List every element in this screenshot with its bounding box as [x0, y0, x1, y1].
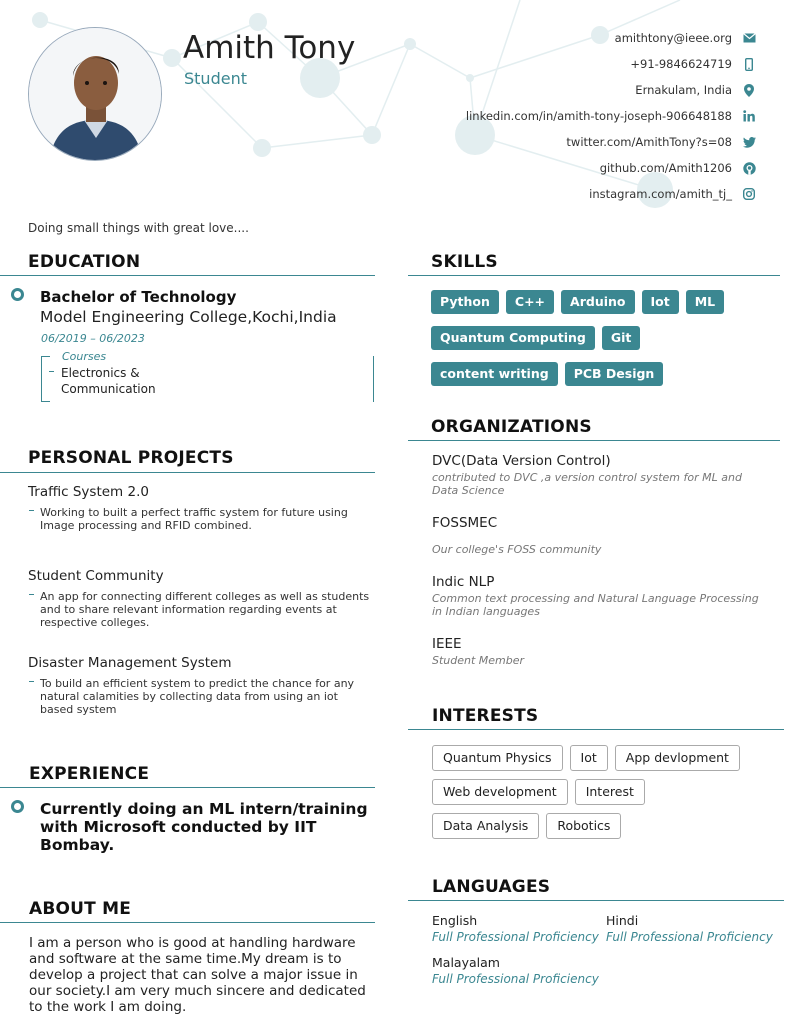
- about-heading: ABOUT ME: [29, 899, 132, 919]
- interest-tag: Data Analysis: [432, 813, 539, 839]
- language-name: English: [432, 913, 478, 928]
- organization-name: FOSSMEC: [432, 515, 498, 531]
- organizations-divider: [408, 440, 780, 441]
- school-name: Model Engineering College,Kochi,India: [40, 308, 337, 326]
- project-dash: [29, 594, 34, 595]
- avatar: [28, 27, 162, 161]
- envelope-icon: [742, 31, 756, 45]
- project-desc: To build an efficient system to predict the chance for any natural calamities by collecting data from using an iot based system: [40, 677, 355, 716]
- skill-tag: Iot: [642, 290, 679, 314]
- contact-location-text: Ernakulam, India: [635, 83, 732, 97]
- experience-divider: [0, 787, 375, 788]
- courses-title: Courses: [62, 350, 107, 363]
- contact-github-text[interactable]: github.com/Amith1206: [599, 161, 732, 175]
- contact-twitter[interactable]: [336, 129, 756, 155]
- interests-heading: INTERESTS: [432, 706, 539, 726]
- project-dash: [29, 681, 34, 682]
- language-name: Hindi: [606, 913, 639, 928]
- education-heading: EDUCATION: [28, 252, 141, 272]
- skill-tag: ML: [686, 290, 724, 314]
- project-desc: Working to built a perfect traffic system for future using Image processing and RFID combined.: [40, 506, 348, 532]
- organization-name: DVC(Data Version Control): [432, 453, 611, 469]
- interest-tag: Web development: [432, 779, 568, 805]
- organization-name: IEEE: [432, 636, 462, 652]
- organization-name: Indic NLP: [432, 574, 495, 590]
- skill-tag: Arduino: [561, 290, 634, 314]
- organization-desc: Common text processing and Natural Language Processing in Indian languages: [432, 592, 759, 618]
- experience-text: Currently doing an ML intern/training with Microsoft conducted by IIT Bombay.: [40, 800, 368, 854]
- organization-desc: Our college's FOSS community: [432, 543, 602, 556]
- skill-tag: Python: [431, 290, 499, 314]
- contact-linkedin-text[interactable]: linkedin.com/in/amith-tony-joseph-906648188: [465, 109, 732, 123]
- mobile-icon: [742, 57, 756, 71]
- contact-email[interactable]: [336, 25, 756, 51]
- about-text: I am a person who is good at handling hardware and software at the same time.My dream is to develop a project that can solve a major issue in our society.I am very much sincere and dedicated to the work I am doing.: [29, 935, 366, 1015]
- interests-list: [432, 745, 752, 847]
- location-pin-icon: [742, 83, 756, 97]
- project-dash: [29, 510, 34, 511]
- project-title: Student Community: [28, 568, 164, 584]
- experience-bullet-icon: [11, 800, 24, 813]
- person-name: Amith Tony: [183, 30, 356, 66]
- languages-divider: [408, 900, 784, 901]
- tagline: Doing small things with great love....: [28, 221, 249, 235]
- skill-tag: Quantum Computing: [431, 326, 595, 350]
- instagram-icon: [742, 187, 756, 201]
- contact-github[interactable]: [336, 155, 756, 181]
- interest-tag: Quantum Physics: [432, 745, 563, 771]
- github-icon: [742, 161, 756, 175]
- linkedin-icon: [742, 109, 756, 123]
- education-date: 06/2019 – 06/2023: [41, 332, 145, 345]
- projects-heading: PERSONAL PROJECTS: [28, 448, 234, 468]
- skills-divider: [408, 275, 780, 276]
- twitter-icon: [742, 135, 756, 149]
- language-level: Full Professional Proficiency: [432, 972, 599, 986]
- organizations-heading: ORGANIZATIONS: [431, 417, 592, 437]
- course-dash: [49, 371, 54, 372]
- organization-desc: contributed to DVC ,a version control system for ML and Data Science: [432, 471, 742, 497]
- about-divider: [0, 922, 375, 923]
- interest-tag: Robotics: [546, 813, 621, 839]
- contact-email-text[interactable]: amithtony@ieee.org: [614, 31, 732, 45]
- language-level: Full Professional Proficiency: [606, 930, 773, 944]
- language-name: Malayalam: [432, 955, 500, 970]
- profile-photo: [29, 28, 162, 161]
- project-title: Disaster Management System: [28, 655, 232, 671]
- skill-tag: PCB Design: [565, 362, 664, 386]
- interest-tag: App devlopment: [615, 745, 740, 771]
- education-bullet-icon: [11, 288, 24, 301]
- contact-phone[interactable]: [336, 51, 756, 77]
- skill-tag: Git: [602, 326, 641, 350]
- education-divider: [0, 275, 375, 276]
- project-title: Traffic System 2.0: [28, 484, 149, 500]
- person-role: Student: [184, 69, 247, 88]
- interest-tag: Iot: [570, 745, 608, 771]
- contact-twitter-text[interactable]: twitter.com/AmithTony?s=08: [566, 135, 732, 149]
- contact-location: [336, 77, 756, 103]
- language-level: Full Professional Proficiency: [432, 930, 599, 944]
- project-desc: An app for connecting different colleges as well as students and to share relevant information regarding events at respective colleges.: [40, 590, 370, 629]
- experience-heading: EXPERIENCE: [29, 764, 150, 784]
- languages-heading: LANGUAGES: [432, 877, 551, 897]
- contact-list: [336, 25, 756, 207]
- contact-instagram-text[interactable]: instagram.com/amith_tj_: [589, 187, 732, 201]
- skills-list: [431, 290, 761, 398]
- interests-divider: [408, 729, 784, 730]
- skill-tag: content writing: [431, 362, 558, 386]
- skill-tag: C++: [506, 290, 554, 314]
- contact-phone-text[interactable]: +91-9846624719: [630, 57, 732, 71]
- course-item: Electronics & Communication: [61, 366, 156, 396]
- organization-desc: Student Member: [432, 654, 525, 667]
- interest-tag: Interest: [575, 779, 645, 805]
- skills-heading: SKILLS: [431, 252, 498, 272]
- contact-instagram[interactable]: [336, 181, 756, 207]
- degree-title: Bachelor of Technology: [40, 288, 237, 306]
- projects-divider: [0, 472, 375, 473]
- contact-linkedin[interactable]: [336, 103, 756, 129]
